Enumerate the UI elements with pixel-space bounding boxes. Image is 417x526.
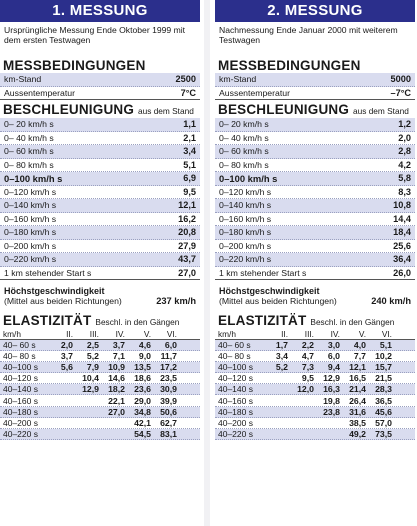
elast-value: 13,5: [134, 362, 151, 373]
accel-label: 0– 40 km/h s: [219, 132, 269, 143]
elast-value: 3,7: [60, 351, 73, 362]
elast-label: 40–100 s: [218, 362, 253, 373]
accel-value: 6,9: [183, 173, 196, 184]
elast-value: 73,5: [375, 428, 392, 439]
conditions-row: km-Stand 5000: [215, 73, 415, 87]
accel-label: 0– 60 km/h s: [4, 146, 54, 157]
elast-header-cell: km/h: [3, 329, 21, 339]
elast-header-cell: VI.: [166, 329, 177, 339]
elast-value: 31,6: [349, 406, 366, 417]
elast-label: 40–140 s: [3, 384, 38, 395]
elast-header-cell: III.: [89, 329, 99, 339]
elast-label: 40– 60 s: [218, 340, 251, 351]
elast-table: [215, 329, 415, 440]
elast-label: 40–120 s: [218, 373, 253, 384]
accel-label: 0– 20 km/h s: [4, 119, 54, 130]
elast-row: [215, 384, 415, 395]
accel-value: 2,1: [183, 132, 196, 143]
accel-value: 36,4: [393, 254, 411, 265]
elast-header-cell: V.: [143, 329, 151, 339]
elast-value: 4,0: [353, 340, 366, 351]
elast-header-cell: II.: [66, 329, 73, 339]
elast-value: 7,1: [112, 351, 125, 362]
elast-value: 57,0: [375, 417, 392, 428]
accel-row: [215, 213, 415, 227]
accel-label: 0–220 km/h s: [219, 254, 272, 265]
elast-label: 40–200 s: [218, 417, 253, 428]
elast-value: 10,2: [375, 351, 392, 362]
accel-value: 4,2: [398, 159, 411, 170]
accel-label: 0–100 km/h s: [219, 172, 278, 184]
elast-row: [215, 418, 415, 429]
vmax-sub: (Mittel aus beiden Richtungen): [219, 296, 337, 306]
accel-row: [215, 145, 415, 159]
accel-value: 10,8: [393, 200, 411, 211]
accel-value: 1,2: [398, 119, 411, 130]
elast-label: 40–200 s: [3, 417, 38, 428]
elast-value: 62,7: [160, 417, 177, 428]
accel-label: 0– 80 km/h s: [219, 159, 269, 170]
elast-value: 7,3: [301, 362, 314, 373]
accel-label: 0– 80 km/h s: [4, 159, 54, 170]
elast-value: 12,9: [82, 384, 99, 395]
elast-header-cell: IV.: [330, 329, 340, 339]
elast-value: 19,8: [323, 395, 340, 406]
elast-row: [0, 373, 200, 384]
accel-value: 27,0: [178, 267, 196, 278]
elast-label: 40– 80 s: [218, 351, 251, 362]
vmax-sub: (Mittel aus beiden Richtungen): [4, 296, 122, 306]
accel-label: 0–120 km/h s: [4, 186, 57, 197]
elast-value: 26,4: [349, 395, 366, 406]
elast-value: 14,6: [108, 373, 125, 384]
elast-value: 17,2: [160, 362, 177, 373]
accel-label: 0–140 km/h s: [4, 200, 57, 211]
elast-value: 34,8: [134, 406, 151, 417]
column-divider: [204, 0, 210, 526]
elast-value: 45,6: [375, 406, 392, 417]
elast-value: 4,7: [301, 351, 314, 362]
elast-label: 40–220 s: [218, 428, 253, 439]
elast-row: [0, 351, 200, 362]
accel-label: 0–220 km/h s: [4, 254, 57, 265]
accel-value: 2,0: [398, 132, 411, 143]
elast-row: [215, 407, 415, 418]
accel-value: 5,1: [183, 159, 196, 170]
accel-row: [215, 118, 415, 132]
accel-label: 0– 40 km/h s: [4, 132, 54, 143]
accel-value: 18,4: [393, 227, 411, 238]
elast-value: 23,6: [134, 384, 151, 395]
elast-value: 16,5: [349, 373, 366, 384]
accel-row: [0, 172, 200, 186]
elast-row: [215, 362, 415, 373]
elast-value: 29,0: [134, 395, 151, 406]
vmax-title: Höchstgeschwindigkeit: [219, 286, 320, 296]
elast-table: [0, 329, 200, 440]
elast-label: 40– 80 s: [3, 351, 36, 362]
accel-label: 0–180 km/h s: [219, 227, 272, 238]
elast-label: 40–120 s: [3, 373, 38, 384]
accel-row: [215, 199, 415, 213]
accel-label: 0–160 km/h s: [4, 213, 57, 224]
elast-value: 28,3: [375, 384, 392, 395]
elast-value: 9,4: [327, 362, 340, 373]
elast-value: 27,0: [108, 406, 125, 417]
accel-value: 26,0: [393, 267, 411, 278]
accel-row: [215, 240, 415, 254]
accel-row: [0, 145, 200, 159]
accel-row: [0, 199, 200, 213]
elast-value: 12,0: [297, 384, 314, 395]
elast-value: 2,0: [60, 340, 73, 351]
elast-row: [215, 340, 415, 351]
accel-row: [215, 172, 415, 186]
accel-value: 27,9: [178, 240, 196, 251]
accel-row: [0, 159, 200, 173]
elast-header-cell: km/h: [218, 329, 236, 339]
elast-value: 12,1: [349, 362, 366, 373]
accel-row: [215, 267, 415, 281]
column-header: 2. MESSUNG: [215, 0, 415, 22]
accel-title: BESCHLEUNIGUNG aus dem Stand: [218, 102, 409, 117]
elast-value: 83,1: [160, 428, 177, 439]
elast-row: [0, 418, 200, 429]
elast-value: 4,6: [138, 340, 151, 351]
accel-value: 1,1: [183, 119, 196, 130]
accel-row: [215, 159, 415, 173]
elast-value: 38,5: [349, 417, 366, 428]
elast-value: 12,9: [323, 373, 340, 384]
accel-value: 3,4: [183, 146, 196, 157]
accel-row: [215, 132, 415, 146]
accel-value: 5,8: [398, 173, 411, 184]
accel-label: 0–100 km/h s: [4, 172, 63, 184]
conditions-title: MESSBEDINGUNGEN: [218, 58, 361, 73]
elast-header-cell: IV.: [115, 329, 125, 339]
elast-value: 5,2: [86, 351, 99, 362]
elast-header-row: [0, 329, 200, 340]
vmax-title: Höchstgeschwindigkeit: [4, 286, 105, 296]
elast-title: ELASTIZITÄT Beschl. in den Gängen: [218, 313, 395, 328]
elast-value: 11,7: [160, 351, 177, 362]
conditions-row: Aussentemperatur 7°C: [0, 87, 200, 101]
elast-value: 22,1: [108, 395, 125, 406]
elast-value: 10,4: [82, 373, 99, 384]
elast-value: 21,5: [375, 373, 392, 384]
elast-value: 3,7: [112, 340, 125, 351]
conditions-row: Aussentemperatur –7°C: [215, 87, 415, 101]
elast-value: 5,1: [379, 340, 392, 351]
accel-label: 0–140 km/h s: [219, 200, 272, 211]
accel-label: 0–200 km/h s: [4, 240, 57, 251]
elast-value: 9,5: [301, 373, 314, 384]
elast-value: 1,7: [275, 340, 288, 351]
accel-value: 43,7: [178, 254, 196, 265]
column-intro: Nachmessung Ende Januar 2000 mit weiterem Testwagen: [219, 25, 398, 45]
elast-header-row: [215, 329, 415, 340]
accel-row: [0, 267, 200, 281]
accel-value: 14,4: [393, 213, 411, 224]
elast-value: 18,2: [108, 384, 125, 395]
elast-value: 36,5: [375, 395, 392, 406]
accel-row: [0, 118, 200, 132]
accel-row: [0, 240, 200, 254]
elast-header-cell: V.: [358, 329, 366, 339]
accel-label: 0– 20 km/h s: [219, 119, 269, 130]
elast-value: 16,3: [323, 384, 340, 395]
elast-title: ELASTIZITÄT Beschl. in den Gängen: [3, 313, 180, 328]
accel-row: [215, 186, 415, 200]
elast-value: 7,9: [86, 362, 99, 373]
elast-value: 6,0: [327, 351, 340, 362]
vmax-block: [215, 286, 415, 308]
accel-label: 0–160 km/h s: [219, 213, 272, 224]
elast-value: 42,1: [134, 417, 151, 428]
column-first-measurement: [0, 0, 200, 526]
elast-value: 54,5: [134, 428, 151, 439]
accel-value: 16,2: [178, 213, 196, 224]
elast-value: 2,2: [301, 340, 314, 351]
accel-value: 2,8: [398, 146, 411, 157]
elast-value: 2,5: [86, 340, 99, 351]
vmax-value: 237 km/h: [156, 296, 196, 306]
vmax-value: 240 km/h: [371, 296, 411, 306]
elast-value: 49,2: [349, 428, 366, 439]
elast-label: 40–160 s: [218, 395, 253, 406]
elast-row: [0, 384, 200, 395]
elast-label: 40–160 s: [3, 395, 38, 406]
elast-row: [215, 395, 415, 406]
elast-header-cell: II.: [281, 329, 288, 339]
accel-row: [215, 226, 415, 240]
accel-value: 12,1: [178, 200, 196, 211]
elast-value: 6,0: [164, 340, 177, 351]
accel-value: 20,8: [178, 227, 196, 238]
accel-table: [0, 118, 200, 280]
accel-row: [0, 213, 200, 227]
accel-label: 0–180 km/h s: [4, 227, 57, 238]
elast-value: 21,4: [349, 384, 366, 395]
elast-value: 3,4: [275, 351, 288, 362]
elast-row: [0, 395, 200, 406]
accel-label: 1 km stehender Start s: [4, 267, 92, 278]
elast-value: 39,9: [160, 395, 177, 406]
elast-value: 5,6: [60, 362, 73, 373]
accel-label: 0–120 km/h s: [219, 186, 272, 197]
elast-value: 7,7: [353, 351, 366, 362]
accel-label: 0– 60 km/h s: [219, 146, 269, 157]
accel-value: 25,6: [393, 240, 411, 251]
elast-value: 23,5: [160, 373, 177, 384]
elast-value: 30,9: [160, 384, 177, 395]
elast-value: 15,7: [375, 362, 392, 373]
elast-label: 40–180 s: [218, 406, 253, 417]
accel-title: BESCHLEUNIGUNG aus dem Stand: [3, 102, 194, 117]
elast-row: [215, 351, 415, 362]
elast-value: 10,9: [108, 362, 125, 373]
accel-row: [0, 186, 200, 200]
accel-value: 8,3: [398, 186, 411, 197]
elast-label: 40–180 s: [3, 406, 38, 417]
elast-label: 40–220 s: [3, 428, 38, 439]
accel-row: [215, 253, 415, 267]
conditions-title: MESSBEDINGUNGEN: [3, 58, 146, 73]
elast-label: 40– 60 s: [3, 340, 36, 351]
column-intro: Ursprüngliche Messung Ende Oktober 1999 mit dem ersten Testwagen: [4, 25, 186, 45]
elast-row: [0, 407, 200, 418]
elast-value: 50,6: [160, 406, 177, 417]
elast-label: 40–100 s: [3, 362, 38, 373]
elast-value: 3,0: [327, 340, 340, 351]
elast-row: [215, 373, 415, 384]
elast-header-cell: VI.: [381, 329, 392, 339]
elast-value: 9,0: [138, 351, 151, 362]
elast-header-cell: III.: [304, 329, 314, 339]
accel-row: [0, 226, 200, 240]
accel-table: [215, 118, 415, 280]
elast-row: [0, 340, 200, 351]
elast-row: [0, 362, 200, 373]
accel-label: 1 km stehender Start s: [219, 267, 307, 278]
elast-row: [0, 429, 200, 440]
accel-row: [0, 132, 200, 146]
column-second-measurement: [215, 0, 415, 526]
elast-value: 5,2: [275, 362, 288, 373]
elast-row: [215, 429, 415, 440]
elast-label: 40–140 s: [218, 384, 253, 395]
vmax-block: [0, 286, 200, 308]
accel-value: 9,5: [183, 186, 196, 197]
accel-label: 0–200 km/h s: [219, 240, 272, 251]
column-header: 1. MESSUNG: [0, 0, 200, 22]
conditions-row: km-Stand 2500: [0, 73, 200, 87]
elast-value: 18,6: [134, 373, 151, 384]
accel-row: [0, 253, 200, 267]
elast-value: 23,8: [323, 406, 340, 417]
